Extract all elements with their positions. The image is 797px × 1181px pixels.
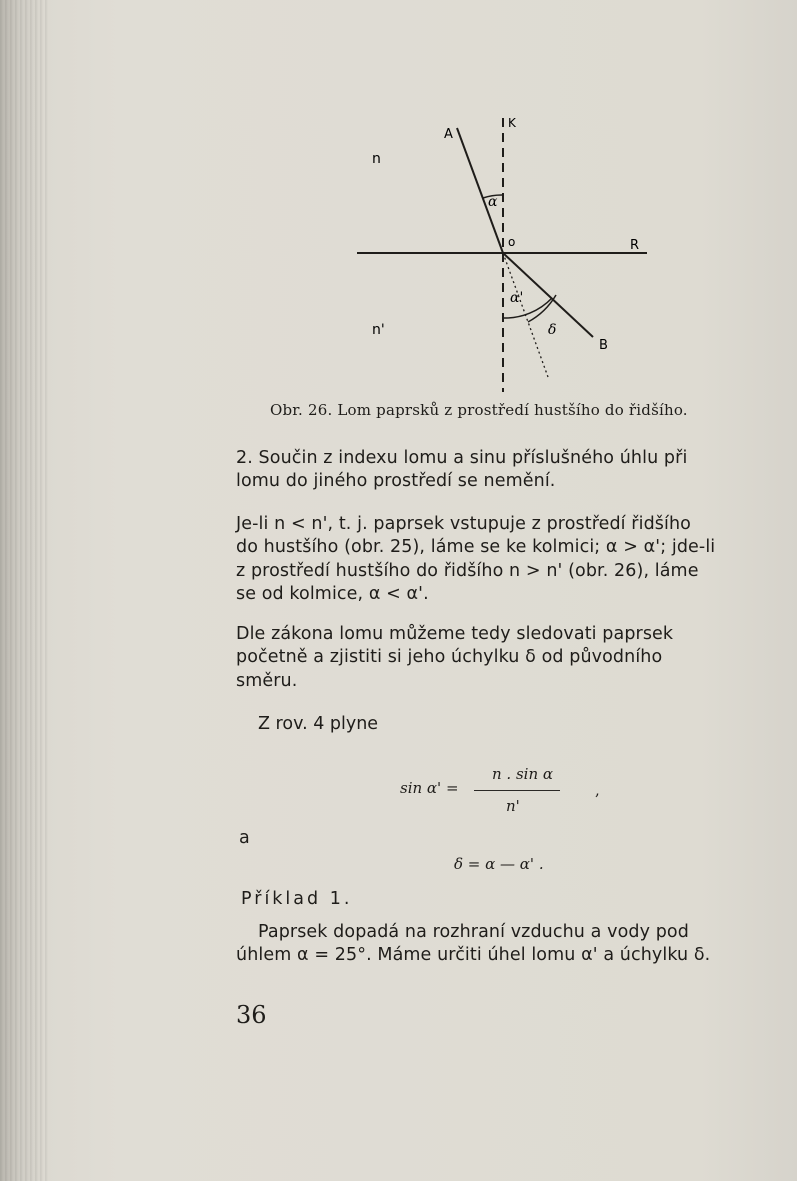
text-line: do hustšího (obr. 25), láme se ke kolmici; α > α'; jde-li [236,537,716,558]
label-A: A [444,127,453,142]
paragraph-deviation [236,623,768,693]
paragraph-refraction-cases [236,513,768,606]
example-text-line-1: Paprsek dopadá na rozhraní vzduchu a vody pod [258,922,689,942]
equation-1-comma: , [595,781,600,799]
figure-caption: Obr. 26. Lom paprsků z prostředí hustšího do řidšího. [270,401,688,419]
text-line: se od kolmice, α < α'. [236,583,429,604]
text-line: z prostředí hustšího do řidšího n > n' (obr. 26), láme [236,560,699,581]
label-n: n [372,151,381,167]
conjunction-a: a [239,828,250,848]
label-R: R [630,238,640,253]
label-alpha: α [488,194,498,210]
equation-intro: Z rov. 4 plyne [258,714,379,734]
label-alpha-prime: α' [510,290,524,306]
equation-1-numerator: n . sin α [492,765,554,783]
label-B: B [599,338,608,353]
text-line: početně a zjistiti si jeho úchylku δ od původního [236,647,663,668]
text-line: lomu do jiného prostředí se nemění. [236,471,556,492]
incident-ray [457,128,503,253]
label-n-prime: n' [372,322,385,338]
label-K: K [508,116,516,130]
text-line: 2. Součin z indexu lomu a sinu příslušného úhlu při [236,448,688,468]
page-number: 36 [236,1001,267,1029]
equation-1-lhs: sin α' = [400,779,459,797]
fraction-bar [474,790,560,791]
paragraph-rule-2 [236,447,768,494]
label-O: o [508,235,516,249]
label-delta: δ [548,322,557,338]
text-line: Je-li n < n', t. j. paprsek vstupuje z prostředí řidšího [236,514,691,534]
text-line: směru. [236,670,298,691]
example-heading: Příklad 1. [241,889,353,909]
equation-2: δ = α — α' . [454,855,544,873]
equation-1-denominator: n' [506,797,520,815]
refraction-figure [0,0,797,420]
text-line: Dle zákona lomu můžeme tedy sledovati paprsek [236,624,674,644]
example-text-line-2: úhlem α = 25°. Máme určiti úhel lomu α' a úchylku δ. [236,945,711,965]
